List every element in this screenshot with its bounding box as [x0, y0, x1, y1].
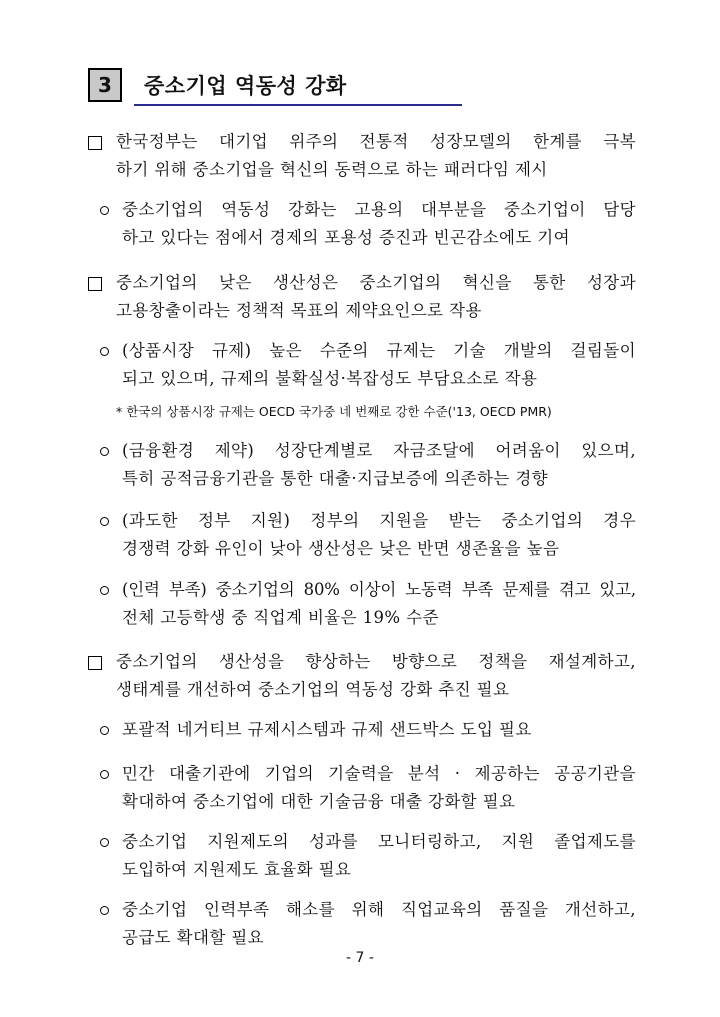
word: 제공하는 — [474, 764, 540, 783]
word: 중소기업의 — [215, 580, 295, 599]
item-line: 확대하여 중소기업에 대한 기술금융 대출 강화할 필요 — [122, 792, 516, 811]
item-line: 되고 있으며, 규제의 불확실성·복잡성도 부담요소로 작용 — [122, 369, 538, 388]
item-line: 하고 있다는 점에서 경제의 포용성 증진과 빈곤감소에도 기여 — [122, 228, 570, 247]
word: 중소기업 — [122, 832, 188, 851]
word: 공공기관을 — [554, 764, 636, 783]
word: 중소기업의 — [501, 511, 584, 530]
word: 겪고 — [558, 580, 591, 599]
word: 지원 — [501, 832, 535, 851]
word: 자금조달에 — [393, 441, 475, 460]
word: 기술력을 — [328, 764, 394, 783]
word: 중소기업 — [122, 900, 188, 919]
word: 문제를 — [502, 580, 550, 599]
item-line: 도입하여 지원제도 효율화 필요 — [122, 860, 352, 879]
item-line — [122, 196, 636, 224]
square-bullet-icon — [88, 277, 102, 291]
list-item — [122, 437, 636, 493]
item-line — [122, 896, 636, 924]
circle-bullet-icon — [100, 770, 109, 779]
word: · — [454, 764, 461, 783]
word: 성장과 — [586, 273, 636, 292]
circle-bullet-icon — [100, 838, 109, 847]
item-line — [122, 760, 636, 788]
word: 받는 — [448, 511, 482, 530]
square-bullet-icon — [88, 136, 102, 150]
footnote: * 한국의 상품시장 규제는 OECD 국가중 네 번째로 강한 수준('13, OECD PMR) — [116, 404, 552, 419]
word: 한국정부는 — [116, 132, 198, 151]
word: 졸업제도를 — [554, 832, 636, 851]
word: 통한 — [532, 273, 566, 292]
section-heading — [88, 68, 380, 106]
square-bullet-icon — [88, 656, 102, 670]
list-item — [122, 576, 636, 632]
list-item — [116, 648, 636, 704]
word: 개선하고, — [564, 900, 636, 919]
word: 전통적 — [359, 132, 409, 151]
word: 중소기업이 — [503, 200, 586, 219]
word: 지원을 — [379, 511, 429, 530]
item-line — [116, 648, 636, 676]
word: 부족 — [461, 580, 494, 599]
word: 중소기업의 — [359, 273, 442, 292]
item-line — [122, 437, 636, 465]
item-line: 전체 고등학생 중 직업계 비율은 19% 수준 — [122, 608, 439, 627]
word: 이상이 — [348, 580, 397, 599]
page-number: - 7 - — [346, 950, 374, 966]
word: 성과를 — [308, 832, 358, 851]
word: 생산성은 — [272, 273, 339, 292]
word: 수준의 — [319, 341, 369, 360]
item-line — [122, 576, 636, 604]
word: 모니터링하고, — [377, 832, 482, 851]
word: 향상하는 — [305, 652, 371, 671]
word: 대기업 — [219, 132, 269, 151]
word: 대출기관에 — [168, 764, 251, 783]
word: 제약) — [214, 441, 255, 460]
word: 중소기업의 — [116, 273, 198, 292]
item-line: 특히 공적금융기관을 통한 대출·지급보증에 의존하는 경향 — [122, 469, 549, 488]
word: 담당 — [603, 200, 636, 219]
word: 정부의 — [310, 511, 360, 530]
word: 해소를 — [285, 900, 335, 919]
section-number-box: 3 — [88, 68, 122, 102]
word: (상품시장 — [122, 341, 195, 360]
word: 위주의 — [289, 132, 339, 151]
word: 극복 — [603, 132, 636, 151]
circle-bullet-icon — [100, 447, 109, 456]
word: 높은 — [269, 341, 302, 360]
list-item — [122, 507, 636, 563]
word: 위해 — [351, 900, 385, 919]
word: 개발의 — [503, 341, 553, 360]
word: 기술 — [453, 341, 486, 360]
word: 대부분을 — [421, 200, 487, 219]
item-line — [116, 128, 636, 156]
word: 강화는 — [287, 200, 337, 219]
word: 규제) — [211, 341, 252, 360]
list-item — [116, 269, 636, 325]
word: 있고, — [599, 580, 636, 599]
word: 직업교육의 — [400, 900, 483, 919]
word: 있으며, — [581, 441, 636, 460]
word: 걸림돌이 — [570, 341, 636, 360]
circle-bullet-icon — [100, 206, 109, 215]
section-title: 중소기업 역동성 강화 — [144, 74, 347, 98]
circle-bullet-icon — [100, 586, 109, 595]
word: 혁신을 — [462, 273, 512, 292]
circle-bullet-icon — [100, 517, 109, 526]
item-line: 공급도 확대할 필요 — [122, 928, 265, 947]
word: 규제는 — [386, 341, 436, 360]
word: 80% — [303, 580, 340, 599]
item-line: 경쟁력 강화 유인이 낮아 생산성은 낮은 반면 생존율을 높음 — [122, 539, 560, 558]
word: 노동력 — [405, 580, 453, 599]
word: 중소기업의 — [116, 652, 198, 671]
list-item — [122, 760, 636, 816]
word: 낮은 — [219, 273, 252, 292]
word: (금융환경 — [122, 441, 195, 460]
list-item — [122, 896, 636, 952]
word: 경우 — [603, 511, 636, 530]
word: 재설계하고, — [548, 652, 636, 671]
circle-bullet-icon — [100, 726, 109, 735]
section-underline — [134, 104, 462, 106]
word: 성장단계별로 — [274, 441, 373, 460]
list-item — [122, 196, 636, 252]
circle-bullet-icon — [100, 906, 109, 915]
word: 성장모델의 — [429, 132, 512, 151]
word: 지원제도의 — [207, 832, 290, 851]
item-line — [122, 828, 636, 856]
circle-bullet-icon — [100, 347, 109, 356]
item-line: 고용창출이라는 정책적 목표의 제약요인으로 작용 — [116, 301, 482, 320]
word: 지원) — [250, 511, 291, 530]
word: 어려움이 — [495, 441, 561, 460]
list-item — [116, 128, 636, 184]
item-line — [122, 337, 636, 365]
item-line: 생태계를 개선하여 중소기업의 역동성 강화 추진 필요 — [116, 680, 510, 699]
item-line — [116, 269, 636, 297]
word: (과도한 — [122, 511, 178, 530]
word: 중소기업의 — [122, 200, 204, 219]
item-line — [122, 507, 636, 535]
item-line: 하기 위해 중소기업을 혁신의 동력으로 하는 패러다임 제시 — [116, 160, 548, 179]
list-item — [122, 828, 636, 884]
word: 역동성 — [221, 200, 271, 219]
word: 고용의 — [354, 200, 404, 219]
word: 기업의 — [264, 764, 314, 783]
word: 품질을 — [499, 900, 549, 919]
word: 한계를 — [532, 132, 583, 151]
list-item — [122, 337, 636, 393]
word: 생산성을 — [218, 652, 285, 671]
word: 정부 — [197, 511, 231, 530]
word: (인력 — [122, 580, 160, 599]
word: 민간 — [122, 764, 155, 783]
item-line: 포괄적 네거티브 규제시스템과 규제 샌드박스 도입 필요 — [122, 720, 532, 739]
word: 부족) — [168, 580, 207, 599]
list-item — [122, 716, 636, 744]
word: 분석 — [407, 764, 441, 783]
word: 방향으로 — [391, 652, 458, 671]
word: 정책을 — [478, 652, 528, 671]
word: 인력부족 — [203, 900, 270, 919]
